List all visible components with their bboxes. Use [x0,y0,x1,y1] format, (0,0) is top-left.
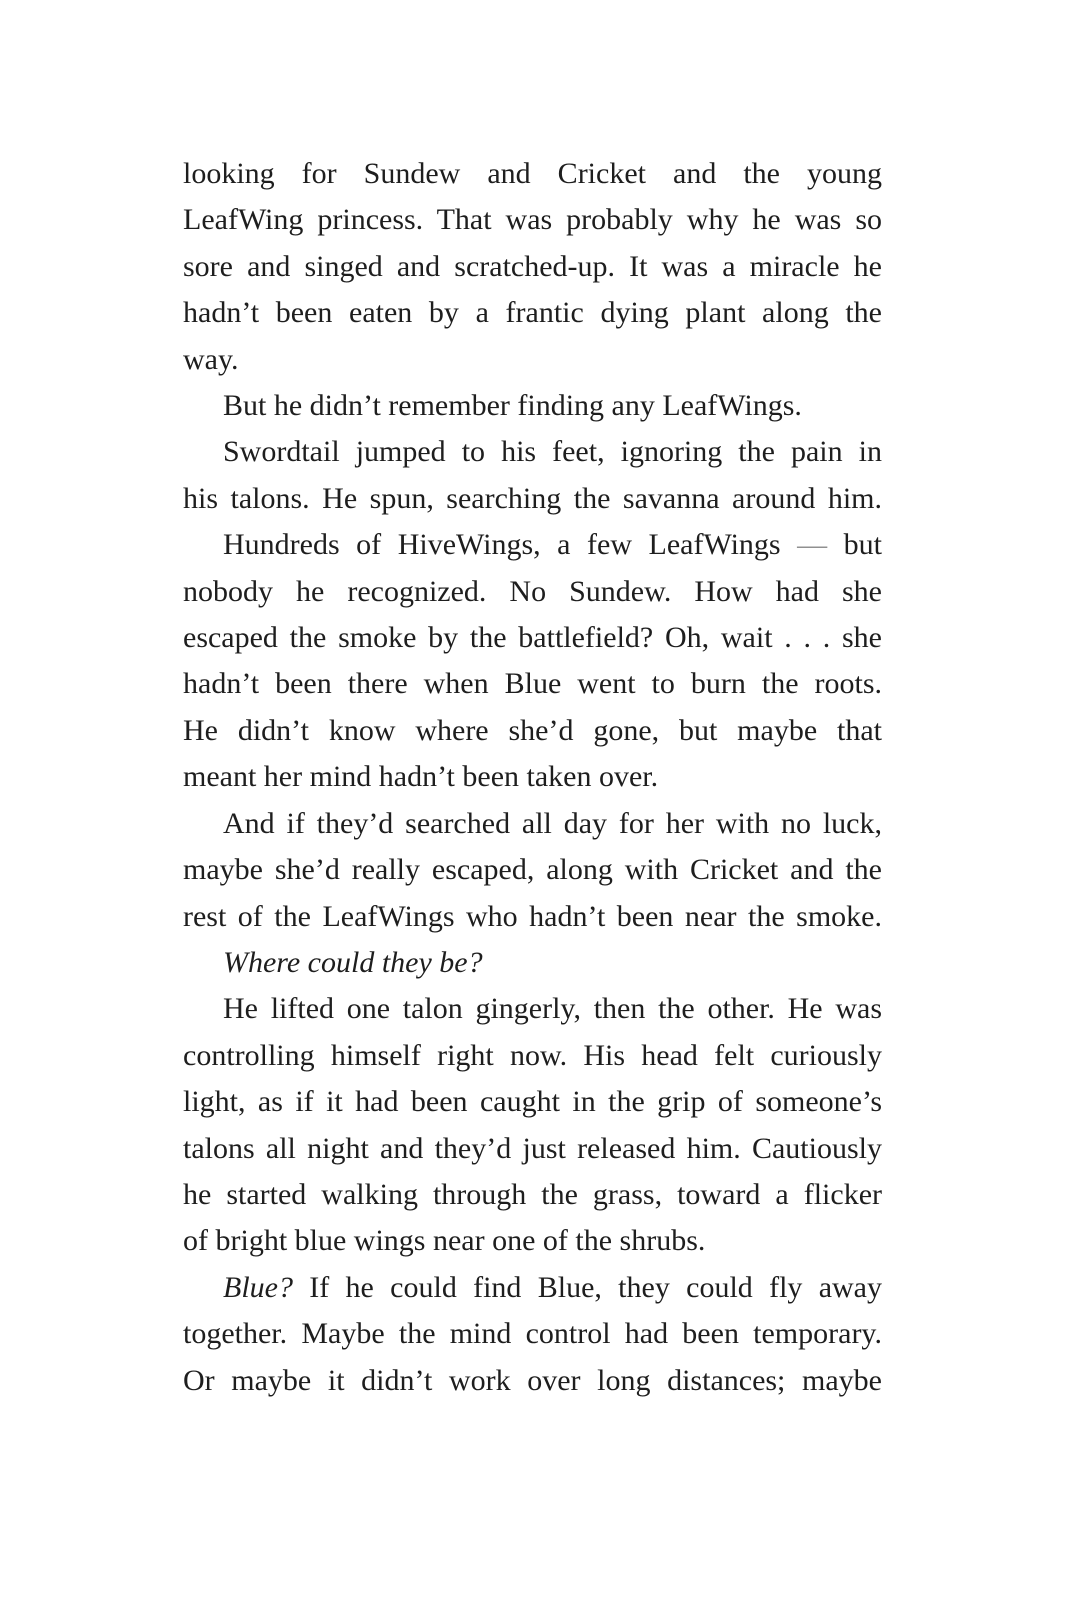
em-dash: — [780,528,844,562]
text-line [183,290,882,336]
text-line [183,940,882,986]
text-line [183,1079,882,1125]
text-line [183,151,882,197]
text-line [183,1033,882,1079]
text-segment: LeafWing princess. That was probably why he was so [183,203,882,237]
text-segment: He lifted one talon gingerly, then the other. He was [223,992,882,1026]
text-segment: his talons. He spun, searching the savanna around him. [183,481,882,515]
text-line [183,569,882,615]
text-line [183,708,882,754]
text-segment: hadn’t been eaten by a frantic dying plant along the [183,296,882,330]
text-segment: If he could find Blue, they could fly away [292,1270,882,1304]
page-text-block [183,151,882,1404]
text-line [183,1172,882,1218]
text-line [183,383,882,429]
text-segment: controlling himself right now. His head felt curiously [183,1038,882,1072]
text-line [183,476,882,522]
text-line [183,429,882,475]
text-segment: rest of the LeafWings who hadn’t been near the smoke. [183,899,882,933]
italic-text-segment: Blue? [223,1270,293,1304]
text-segment: of bright blue wings near one of the shrubs. [183,1224,706,1258]
italic-text-segment: Where could they be? [223,945,483,979]
text-line [183,894,882,940]
text-line [183,801,882,847]
text-line [183,1218,882,1264]
text-segment: together. Maybe the mind control had been temporary. [183,1317,882,1351]
text-segment: light, as if it had been caught in the grip of someone’s [183,1085,882,1119]
text-segment: And if they’d searched all day for her with no luck, [223,806,882,840]
text-segment: Swordtail jumped to his feet, ignoring the pain in [223,435,882,469]
text-line [183,197,882,243]
text-segment: he started walking through the grass, toward a flicker [183,1177,882,1211]
text-line [183,847,882,893]
text-segment: Or maybe it didn’t work over long distances; maybe [183,1363,882,1397]
text-line [183,244,882,290]
text-line [183,1358,882,1404]
text-line [183,337,882,383]
text-line [183,522,882,568]
text-segment: He didn’t know where she’d gone, but maybe that [183,713,882,747]
text-segment: maybe she’d really escaped, along with Cricket and the [183,853,882,887]
text-line [183,1311,882,1357]
text-line [183,615,882,661]
text-segment: nobody he recognized. No Sundew. How had she [183,574,882,608]
text-segment: way. [183,342,239,376]
text-segment: talons all night and they’d just released him. Cautiously [183,1131,882,1165]
text-segment: meant her mind hadn’t been taken over. [183,760,659,794]
text-segment: escaped the smoke by the battlefield? Oh, wait . . . she [183,621,882,655]
text-line [183,661,882,707]
text-line [183,754,882,800]
text-segment: hadn’t been there when Blue went to burn the roots. [183,667,882,701]
text-segment: But he didn’t remember finding any LeafWings. [223,389,802,423]
text-line [183,1265,882,1311]
text-segment: sore and singed and scratched-up. It was a miracle he [183,249,882,283]
text-segment: but [843,528,882,562]
text-line [183,986,882,1032]
text-segment: looking for Sundew and Cricket and the young [183,157,882,190]
text-line [183,1126,882,1172]
text-segment: Hundreds of HiveWings, a few LeafWings [223,528,781,562]
